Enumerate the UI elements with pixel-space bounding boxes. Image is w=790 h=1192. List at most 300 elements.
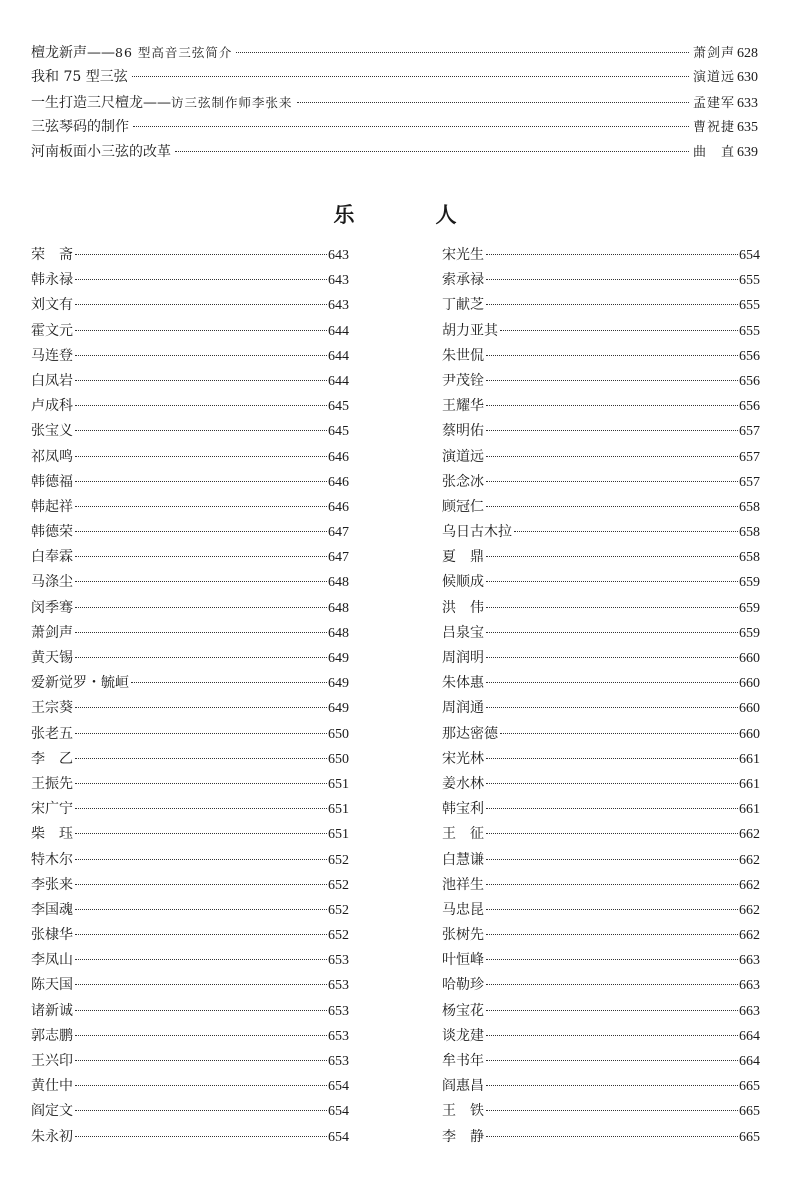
article-toc (31, 40, 758, 165)
page-number: 651 (328, 776, 349, 792)
musician-name: 阎惠昌 (442, 1078, 484, 1095)
page-number: 652 (328, 852, 349, 868)
dot-leader (75, 481, 327, 482)
musician-entry[interactable] (442, 470, 760, 495)
page-number: 656 (739, 348, 760, 364)
musician-entry[interactable] (442, 243, 760, 268)
musician-entry[interactable] (442, 696, 760, 721)
musician-name: 索承禄 (442, 272, 484, 289)
musician-name: 韩永禄 (31, 272, 73, 289)
musician-entry[interactable] (31, 948, 349, 973)
musician-entry[interactable] (442, 671, 760, 696)
dot-leader (486, 1085, 738, 1086)
musician-entry[interactable] (31, 747, 349, 772)
musician-entry[interactable] (31, 268, 349, 293)
dot-leader (75, 1010, 327, 1011)
musician-entry[interactable] (442, 570, 760, 595)
entry-page-number: 633 (737, 96, 758, 111)
musician-entry[interactable] (442, 621, 760, 646)
musician-name: 马连登 (31, 347, 73, 364)
entry-page-number: 639 (737, 145, 758, 160)
page-number: 652 (328, 902, 349, 918)
musician-name: 王振先 (31, 775, 73, 792)
dot-leader (500, 330, 738, 331)
musician-name: 池祥生 (442, 876, 484, 893)
dot-leader (486, 556, 738, 557)
musician-entry[interactable] (31, 1049, 349, 1074)
page-number: 644 (328, 348, 349, 364)
musician-name: 爱新觉罗・毓峘 (31, 675, 129, 692)
entry-title (31, 115, 129, 140)
dot-leader (486, 279, 738, 280)
musician-name: 白凤岩 (31, 372, 73, 389)
dot-leader (486, 1060, 738, 1061)
entry-author: 演道远 (692, 70, 735, 85)
page-number: 646 (328, 499, 349, 515)
page-number: 655 (739, 323, 760, 339)
page-number: 662 (739, 827, 760, 843)
page-number: 663 (739, 1003, 760, 1019)
section-heading: 乐 人 (333, 202, 487, 227)
page-number: 654 (739, 248, 760, 263)
page-number: 643 (328, 298, 349, 314)
musician-name: 哈勒珍 (442, 977, 484, 994)
musician-entry[interactable] (31, 797, 349, 822)
musician-name: 郭志鹏 (31, 1027, 73, 1044)
musician-entry[interactable] (31, 369, 349, 394)
page-number: 661 (739, 802, 760, 818)
musician-entry[interactable] (442, 999, 760, 1024)
dot-leader (75, 254, 327, 255)
musician-entry[interactable] (31, 671, 349, 696)
musician-name: 柴 珏 (31, 826, 73, 843)
musician-name: 丁献芝 (442, 297, 484, 314)
page-number: 663 (739, 953, 760, 969)
musician-entry[interactable] (31, 722, 349, 747)
dot-leader (486, 758, 738, 759)
toc-entry[interactable] (31, 90, 758, 115)
page-number: 663 (739, 978, 760, 994)
page-number: 662 (739, 852, 760, 868)
musician-entry[interactable] (442, 873, 760, 898)
page-number: 652 (328, 877, 349, 893)
page-number: 660 (739, 726, 760, 742)
musician-entry[interactable] (31, 898, 349, 923)
musician-entry[interactable] (31, 822, 349, 847)
musician-name: 姜水林 (442, 775, 484, 792)
dot-leader (486, 380, 738, 381)
musician-entry[interactable] (442, 344, 760, 369)
musician-entry[interactable] (442, 898, 760, 923)
dot-leader (75, 707, 327, 708)
musician-name: 杨宝花 (442, 1002, 484, 1019)
page-number: 658 (739, 499, 760, 515)
entry-author: 曲 直 (692, 145, 735, 160)
musician-entry[interactable] (442, 1024, 760, 1049)
musician-name: 祁凤鸣 (31, 448, 73, 465)
musician-entry[interactable] (442, 596, 760, 621)
dot-leader (133, 126, 689, 127)
dot-leader (486, 884, 738, 885)
musician-name: 黄仕中 (31, 1078, 73, 1095)
dot-leader (486, 1010, 738, 1011)
musician-name: 韩宝利 (442, 801, 484, 818)
musician-name: 韩起祥 (31, 498, 73, 515)
musician-name: 周润明 (442, 650, 484, 666)
musician-name: 李 乙 (31, 750, 73, 767)
musician-entry[interactable] (31, 596, 349, 621)
page-number: 652 (328, 928, 349, 944)
dot-leader (486, 909, 738, 910)
musician-entry[interactable] (442, 445, 760, 470)
musician-name: 张棣华 (31, 927, 73, 944)
musician-name: 张老五 (31, 725, 73, 742)
page-number: 653 (328, 1003, 349, 1019)
entry-title (31, 65, 128, 90)
musician-name: 宋广宁 (31, 801, 73, 818)
dot-leader (75, 1060, 327, 1061)
entry-title (31, 40, 232, 66)
page-number: 664 (739, 1054, 760, 1069)
musician-entry[interactable] (442, 419, 760, 444)
dot-leader (75, 279, 327, 280)
musician-name: 张树先 (442, 927, 484, 944)
dot-leader (75, 859, 327, 860)
page-number: 658 (739, 525, 760, 541)
musician-name: 霍文元 (31, 322, 73, 339)
dot-leader (486, 430, 738, 431)
musician-entry[interactable] (31, 319, 349, 344)
musician-entry[interactable] (31, 470, 349, 495)
musician-name: 闵季骞 (31, 599, 73, 616)
musician-name: 李张来 (31, 876, 73, 893)
page-number: 648 (328, 600, 349, 616)
dot-leader (75, 657, 327, 658)
musician-entry[interactable] (31, 1074, 349, 1099)
page-number: 646 (328, 474, 349, 490)
musician-entry[interactable] (31, 293, 349, 318)
musician-list-right (442, 243, 760, 1150)
dot-leader (75, 330, 327, 331)
musician-entry[interactable] (442, 520, 760, 545)
page-number: 653 (328, 1054, 349, 1069)
musician-name: 牟书年 (442, 1053, 484, 1069)
dot-leader (514, 531, 738, 532)
musician-entry[interactable] (442, 545, 760, 570)
dot-leader (75, 430, 327, 431)
page-number: 660 (739, 651, 760, 666)
musician-name: 荣 斋 (31, 247, 73, 263)
musician-entry[interactable] (31, 1024, 349, 1049)
dot-leader (75, 632, 327, 633)
musician-name: 谈龙建 (442, 1027, 484, 1044)
musician-name: 王耀华 (442, 398, 484, 415)
dot-leader (486, 808, 738, 809)
entry-title-main: 檀龙新声—— (31, 45, 115, 61)
page-number: 648 (328, 575, 349, 591)
musician-entry[interactable] (31, 973, 349, 998)
dot-leader (175, 151, 689, 152)
musician-entry[interactable] (442, 1049, 760, 1074)
dot-leader (75, 355, 327, 356)
musician-entry[interactable] (442, 822, 760, 847)
musician-entry[interactable] (442, 1125, 760, 1150)
dot-leader (486, 481, 738, 482)
page-number: 659 (739, 600, 760, 616)
musician-name: 蔡明佑 (442, 423, 484, 440)
page-number: 657 (739, 474, 760, 490)
musician-entry[interactable] (31, 545, 349, 570)
musician-name: 卢成科 (31, 398, 73, 415)
musician-list-left (31, 243, 349, 1150)
musician-name: 王 铁 (442, 1103, 484, 1120)
toc-entry[interactable] (31, 140, 758, 165)
dot-leader (75, 934, 327, 935)
musician-entry[interactable] (31, 243, 349, 268)
page-number: 654 (328, 1129, 349, 1145)
musician-name: 宋光林 (442, 750, 484, 767)
entry-title (31, 90, 293, 116)
entry-page-number: 630 (737, 70, 758, 85)
page-number: 654 (328, 1079, 349, 1095)
dot-leader (75, 304, 327, 305)
page-number: 657 (739, 449, 760, 465)
dot-leader (75, 556, 327, 557)
musician-name: 韩德荣 (31, 524, 73, 541)
musician-name: 李凤山 (31, 952, 73, 969)
musician-entry[interactable] (31, 445, 349, 470)
musician-name: 胡力亚其 (442, 322, 498, 339)
dot-leader (75, 1035, 327, 1036)
dot-leader (486, 959, 738, 960)
musician-entry[interactable] (442, 1074, 760, 1099)
page-number: 660 (739, 701, 760, 717)
musician-name: 张念冰 (442, 473, 484, 490)
musician-name: 周润通 (442, 700, 484, 717)
dot-leader (500, 733, 738, 734)
dot-leader (75, 531, 327, 532)
musician-name: 乌日古木拉 (442, 524, 512, 541)
page-number: 646 (328, 449, 349, 465)
entry-subtitle: 访三弦制作师李张来 (171, 95, 293, 110)
dot-leader (75, 783, 327, 784)
dot-leader (486, 632, 738, 633)
musician-entry[interactable] (442, 495, 760, 520)
musician-entry[interactable] (442, 394, 760, 419)
dot-leader (75, 456, 327, 457)
page-number: 661 (739, 751, 760, 767)
page-number: 651 (328, 827, 349, 843)
musician-name: 韩德福 (31, 473, 73, 490)
dot-leader (75, 909, 327, 910)
musician-entry[interactable] (442, 772, 760, 797)
page-number: 645 (328, 424, 349, 440)
musician-name: 马涤尘 (31, 574, 73, 591)
musician-entry[interactable] (31, 696, 349, 721)
page-number: 650 (328, 751, 349, 767)
musician-entry[interactable] (442, 722, 760, 747)
page-number: 654 (328, 1104, 349, 1120)
musician-entry[interactable] (31, 848, 349, 873)
musician-name: 顾冠仁 (442, 498, 484, 515)
musician-entry[interactable] (31, 1099, 349, 1124)
toc-entry[interactable] (31, 115, 758, 140)
page-number: 659 (739, 625, 760, 641)
dot-leader (486, 1136, 738, 1137)
page-number: 655 (739, 273, 760, 289)
musician-entry[interactable] (31, 419, 349, 444)
musician-name: 那达密德 (442, 725, 498, 742)
page-number: 649 (328, 651, 349, 666)
dot-leader (236, 52, 689, 53)
page-number: 665 (739, 1079, 760, 1095)
musician-entry[interactable] (442, 319, 760, 344)
musician-entry[interactable] (442, 747, 760, 772)
page-number: 648 (328, 625, 349, 641)
musician-name: 诸新诚 (31, 1002, 73, 1019)
entry-author: 曹祝捷 (692, 120, 735, 135)
musician-entry[interactable] (31, 495, 349, 520)
musician-entry[interactable] (442, 369, 760, 394)
page-number: 644 (328, 323, 349, 339)
musician-name: 朱永初 (31, 1128, 73, 1145)
musician-entry[interactable] (442, 973, 760, 998)
dot-leader (486, 934, 738, 935)
musician-entry[interactable] (31, 646, 349, 671)
page-number: 662 (739, 928, 760, 944)
dot-leader (486, 254, 738, 255)
dot-leader (486, 456, 738, 457)
musician-entry[interactable] (442, 797, 760, 822)
musician-name: 朱世侃 (442, 347, 484, 364)
page-number: 644 (328, 373, 349, 389)
musician-name: 特木尔 (31, 851, 73, 868)
musician-entry[interactable] (31, 621, 349, 646)
page-number: 658 (739, 550, 760, 566)
dot-leader (486, 506, 738, 507)
dot-leader (75, 758, 327, 759)
dot-leader (486, 833, 738, 834)
dot-leader (132, 76, 689, 77)
page-number: 656 (739, 373, 760, 389)
musician-entry[interactable] (442, 848, 760, 873)
page-number: 643 (328, 273, 349, 289)
entry-author: 萧剑声 (692, 46, 735, 61)
dot-leader (486, 304, 738, 305)
musician-entry[interactable] (31, 772, 349, 797)
dot-leader (486, 355, 738, 356)
musician-entry[interactable] (442, 646, 760, 671)
musician-entry[interactable] (442, 268, 760, 293)
dot-leader (486, 859, 738, 860)
dot-leader (75, 959, 327, 960)
dot-leader (75, 380, 327, 381)
dot-leader (75, 607, 327, 608)
musician-entry[interactable] (31, 520, 349, 545)
dot-leader (486, 581, 738, 582)
musician-entry[interactable] (442, 923, 760, 948)
dot-leader (486, 1035, 738, 1036)
musician-entry[interactable] (31, 344, 349, 369)
dot-leader (75, 884, 327, 885)
musician-name: 白奉霖 (31, 549, 73, 566)
page-number: 647 (328, 550, 349, 566)
page-number: 665 (739, 1104, 760, 1120)
dot-leader (75, 1085, 327, 1086)
entry-subtitle: 86 型高音三弦简介 (115, 45, 233, 60)
page-number: 645 (328, 399, 349, 415)
musician-entry[interactable] (31, 923, 349, 948)
musician-name: 叶恒峰 (442, 952, 484, 969)
entry-page-number: 635 (737, 120, 758, 135)
musician-name: 马忠昆 (442, 901, 484, 918)
musician-name: 陈天国 (31, 977, 73, 994)
entry-title-main: 一生打造三尺檀龙—— (31, 95, 171, 111)
dot-leader (75, 506, 327, 507)
page-number: 653 (328, 978, 349, 994)
musician-entry[interactable] (31, 873, 349, 898)
musician-name: 王兴印 (31, 1053, 73, 1069)
musician-name: 李国魂 (31, 901, 73, 918)
dot-leader (486, 405, 738, 406)
dot-leader (75, 1136, 327, 1137)
dot-leader (486, 682, 738, 683)
page-number: 656 (739, 399, 760, 415)
musician-name: 阎定文 (31, 1103, 73, 1120)
musician-name: 李 静 (442, 1128, 484, 1145)
page-number: 653 (328, 953, 349, 969)
musician-name: 宋光生 (442, 247, 484, 263)
page-number: 649 (328, 676, 349, 692)
page-number: 662 (739, 877, 760, 893)
musician-entry[interactable] (31, 1125, 349, 1150)
dot-leader (486, 657, 738, 658)
dot-leader (131, 682, 327, 683)
musician-entry[interactable] (442, 293, 760, 318)
page-number: 651 (328, 802, 349, 818)
musician-name: 张宝义 (31, 423, 73, 440)
dot-leader (75, 733, 327, 734)
dot-leader (75, 405, 327, 406)
toc-entry[interactable] (31, 40, 758, 65)
musician-entry[interactable] (442, 948, 760, 973)
musician-name: 吕泉宝 (442, 624, 484, 641)
musician-name: 演道远 (442, 448, 484, 465)
page-number: 659 (739, 575, 760, 591)
entry-author: 孟建军 (692, 96, 735, 111)
page-number: 665 (739, 1129, 760, 1145)
musician-entry[interactable] (442, 1099, 760, 1124)
entry-title-main: 三弦琴码的制作 (31, 119, 129, 135)
page-number: 647 (328, 525, 349, 541)
musician-entry[interactable] (31, 570, 349, 595)
musician-entry[interactable] (31, 394, 349, 419)
dot-leader (75, 581, 327, 582)
page-number: 660 (739, 676, 760, 692)
page-number: 650 (328, 726, 349, 742)
musician-name: 候顺成 (442, 574, 484, 591)
dot-leader (75, 984, 327, 985)
musician-name: 王 征 (442, 826, 484, 843)
musician-name: 黄天锡 (31, 650, 73, 666)
dot-leader (486, 783, 738, 784)
dot-leader (75, 808, 327, 809)
musician-entry[interactable] (31, 999, 349, 1024)
musician-name: 王宗葵 (31, 700, 73, 717)
toc-entry[interactable] (31, 65, 758, 90)
dot-leader (75, 833, 327, 834)
entry-title (31, 140, 171, 165)
